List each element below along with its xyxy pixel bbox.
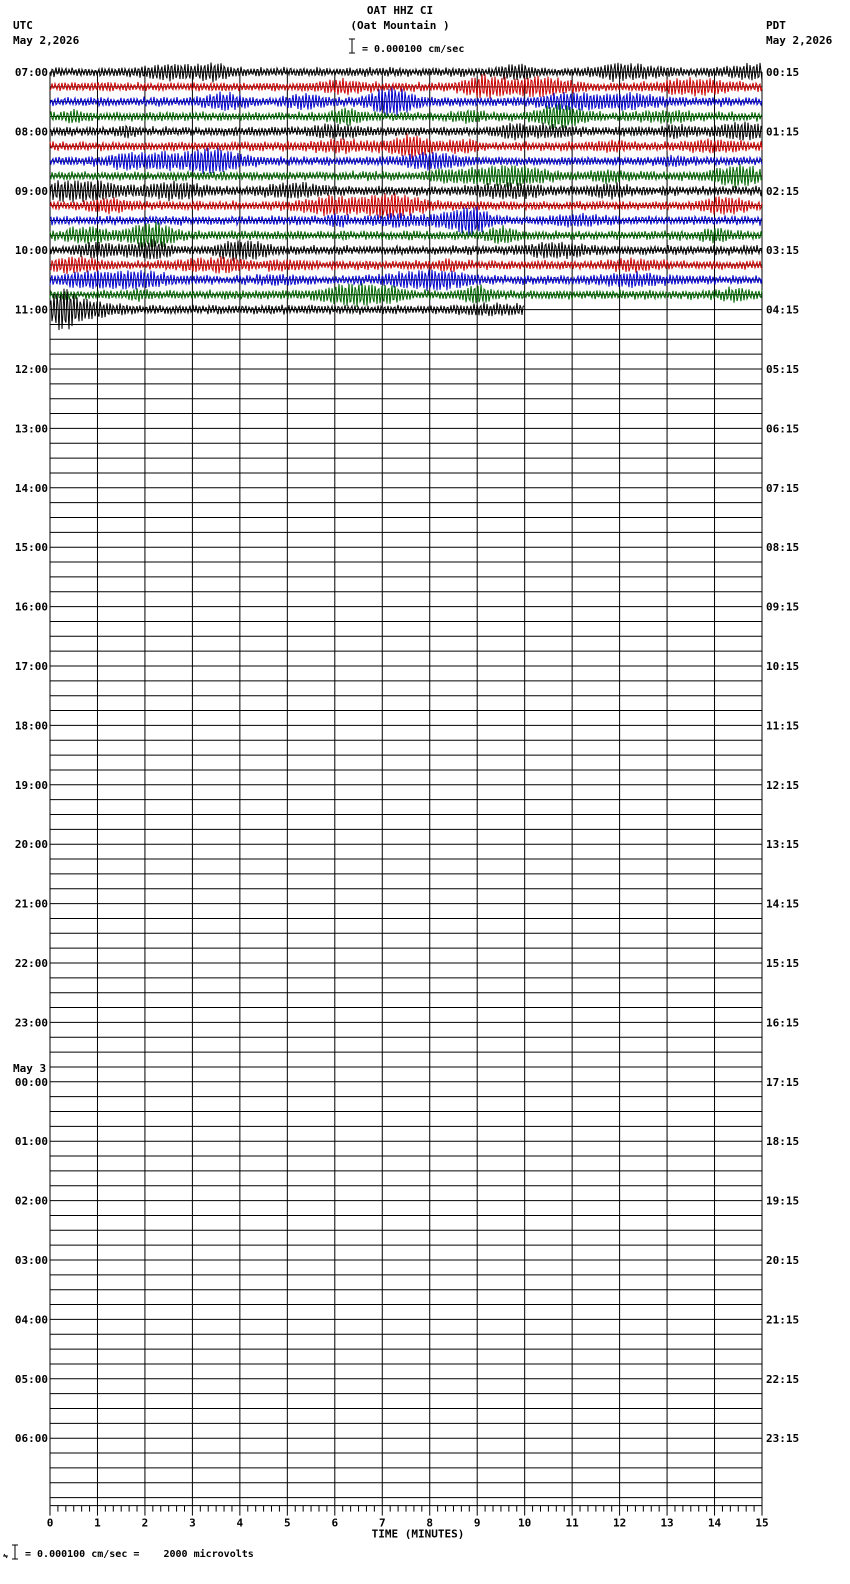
pdt-hour-label: 14:15	[766, 897, 800, 911]
x-axis-title: TIME (MINUTES)	[371, 1527, 465, 1541]
utc-hour-label: 09:00	[14, 184, 48, 198]
footer-scale-bar-icon	[3, 1545, 18, 1559]
right-timezone: PDT	[766, 19, 786, 32]
pdt-hour-label: 01:15	[766, 125, 800, 139]
utc-hour-label: 08:00	[14, 125, 48, 139]
x-tick-label: 15	[755, 1516, 769, 1530]
grid	[50, 72, 762, 1516]
utc-hour-label: 05:00	[14, 1372, 48, 1386]
utc-hour-label: 01:00	[14, 1135, 48, 1149]
footer-scale-note: = 0.000100 cm/sec = 2000 microvolts	[25, 1549, 254, 1560]
utc-hour-label: 02:00	[14, 1194, 48, 1208]
pdt-hour-label: 18:15	[766, 1135, 800, 1149]
utc-hour-label: 23:00	[14, 1016, 48, 1030]
pdt-hour-label: 09:15	[766, 600, 800, 614]
pdt-hour-label: 06:15	[766, 422, 800, 436]
utc-hour-label: 20:00	[14, 838, 48, 852]
pdt-hour-label: 03:15	[766, 244, 800, 258]
seismic-trace	[50, 87, 762, 116]
traces	[50, 63, 762, 331]
seismic-trace	[50, 180, 762, 202]
utc-hour-label: 11:00	[14, 303, 48, 317]
pdt-hour-label: 05:15	[766, 363, 800, 376]
utc-hour-label: 16:00	[14, 600, 48, 614]
pdt-hour-label: 16:15	[766, 1016, 800, 1030]
x-tick-label: 14	[707, 1516, 722, 1530]
pdt-hour-label: 02:15	[766, 184, 800, 198]
utc-hour-label: 00:00	[14, 1075, 48, 1089]
utc-hour-label: 21:00	[14, 897, 48, 911]
utc-hour-label: 06:00	[14, 1432, 48, 1446]
utc-hour-label: 15:00	[14, 541, 48, 555]
utc-hour-label: 19:00	[14, 778, 48, 792]
x-tick-label: 12	[612, 1516, 627, 1530]
x-tick-label: 1	[94, 1516, 101, 1530]
x-tick-label: 7	[378, 1516, 386, 1530]
x-tick-label: 3	[189, 1516, 196, 1530]
pdt-hour-label: 15:15	[766, 957, 800, 970]
pdt-hour-label: 13:15	[766, 838, 800, 852]
x-tick-label: 8	[426, 1516, 434, 1530]
pdt-hour-label: 23:15	[766, 1432, 800, 1446]
utc-hour-label: 17:00	[14, 660, 48, 673]
station-title: OAT HHZ CI	[366, 4, 434, 17]
left-timezone: UTC	[13, 19, 33, 32]
pdt-hour-label: 11:15	[766, 719, 800, 733]
pdt-hour-label: 10:15	[766, 660, 800, 673]
scale-label: = 0.000100 cm/sec	[362, 44, 465, 55]
utc-hour-label: 14:00	[14, 481, 48, 495]
seismic-trace	[50, 283, 762, 307]
utc-hour-label: 10:00	[14, 244, 48, 258]
utc-hour-label: 18:00	[14, 719, 48, 733]
pdt-hour-label: 07:15	[766, 481, 800, 495]
utc-hour-label: 07:00	[14, 66, 48, 79]
utc-hour-label: 04:00	[14, 1313, 48, 1327]
utc-hour-label: 12:00	[14, 363, 48, 376]
pdt-hour-label: 20:15	[766, 1254, 800, 1267]
x-tick-label: 10	[518, 1516, 532, 1530]
x-tick-label: 9	[473, 1516, 481, 1530]
pdt-hour-label: 12:15	[766, 778, 800, 792]
pdt-hour-label: 04:15	[766, 303, 800, 317]
pdt-hour-label: 08:15	[766, 541, 800, 555]
x-tick-label: 2	[141, 1516, 149, 1530]
x-tick-label: 6	[331, 1516, 339, 1530]
pdt-hour-label: 17:15	[766, 1075, 800, 1089]
date-change-label: May 3	[13, 1061, 47, 1075]
scale-bar-icon	[349, 39, 355, 53]
pdt-hour-label: 22:15	[766, 1372, 800, 1386]
x-tick-label: 0	[46, 1516, 54, 1530]
right-date: May 2,2026	[766, 34, 833, 47]
pdt-hour-label: 00:15	[766, 66, 800, 79]
x-tick-label: 11	[565, 1516, 579, 1530]
utc-hour-label: 22:00	[14, 957, 48, 970]
x-tick-label: 4	[236, 1516, 244, 1530]
x-tick-label: 13	[660, 1516, 674, 1530]
x-tick-label: 5	[284, 1516, 291, 1530]
left-date: May 2,2026	[13, 34, 80, 47]
utc-hour-label: 03:00	[14, 1254, 48, 1267]
pdt-hour-label: 21:15	[766, 1313, 800, 1327]
pdt-hour-label: 19:15	[766, 1194, 800, 1208]
utc-hour-label: 13:00	[14, 422, 48, 436]
station-location: (Oat Mountain )	[350, 19, 450, 32]
